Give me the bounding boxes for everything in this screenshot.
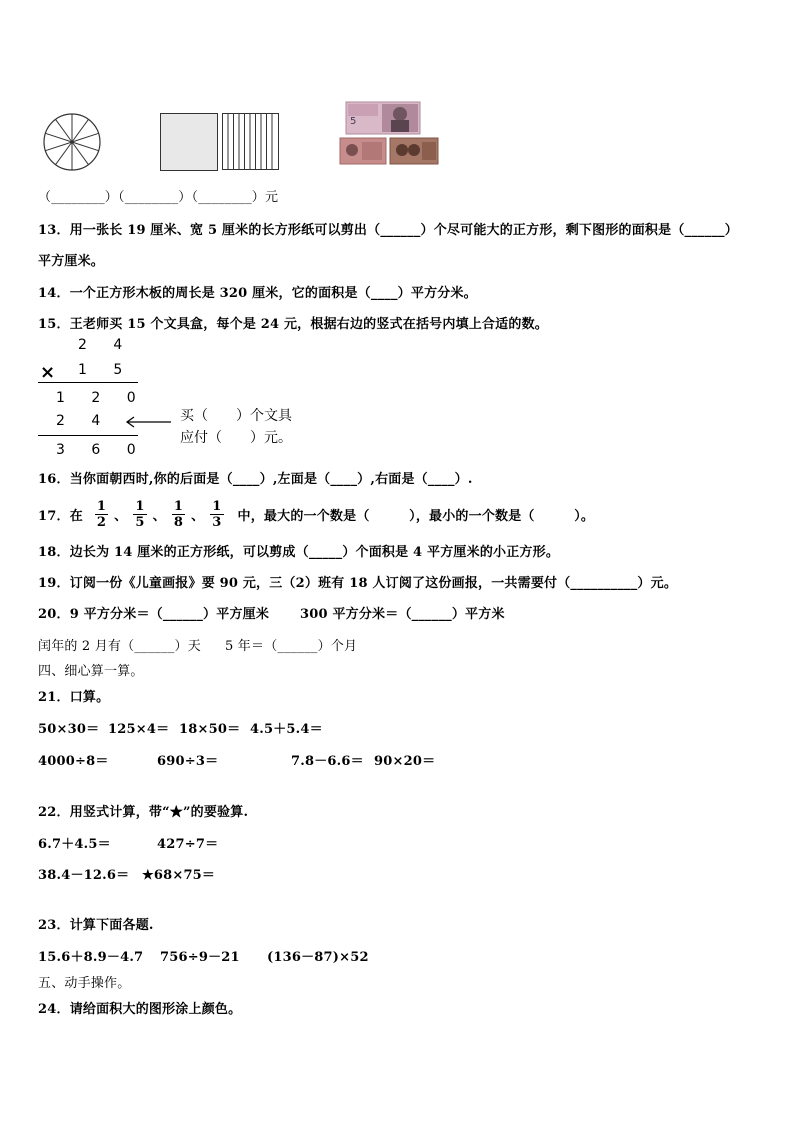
q15-vertical-row4: 2 4 (56, 413, 112, 429)
q22-title: 22．用竖式计算，带“★”的要验算. (38, 805, 249, 820)
q23-item1: 15.6＋8.9－4.7 (38, 950, 144, 965)
circle-figure (42, 112, 102, 172)
q15-text: 15．王老师买 15 个文具盒，每个是 24 元，根据右边的竖式在括号内填上合适的数。 (38, 317, 548, 332)
svg-text:5: 5 (350, 116, 357, 127)
striped-square-figure (222, 113, 280, 169)
q21-row2-item3: 7.8－6.6＝ (291, 754, 364, 769)
q15-note2: 应付（ ）元。 (180, 430, 292, 446)
q15-rule-1 (38, 382, 138, 383)
section5-heading: 五、动手操作。 (38, 976, 131, 991)
q22-row2-item2: ★68×75＝ (142, 868, 216, 883)
arrow-left-icon (125, 414, 171, 428)
fraction-2: $\frac{1}{5}$ (135, 498, 145, 530)
q13-line1: 13．用一张长 19 厘米、宽 5 厘米的长方形纸可以剪出（______）个尽可能大的正方形，剩下图形的面积是（______） (38, 223, 738, 238)
q21-row1-item3: 18×50＝ (179, 722, 241, 737)
section4-heading: 四、细心算一算。 (38, 664, 144, 679)
q15-vertical-row3: 1 2 0 (56, 390, 147, 406)
q17-line (38, 494, 594, 534)
q21-row2-item2: 690÷3＝ (157, 754, 219, 769)
q21-row2-item1: 4000÷8＝ (38, 754, 109, 769)
q20-line2b: 5 年＝（______）个月 (225, 639, 358, 654)
q22-row1-item2: 427÷7＝ (157, 837, 219, 852)
q21-row1-item1: 50×30＝ (38, 722, 100, 737)
q18-text: 18．边长为 14 厘米的正方形纸，可以剪成（_____）个面积是 4 平方厘米的小正方形。 (38, 545, 560, 560)
q23-title: 23．计算下面各题. (38, 918, 154, 933)
q20-line2a: 闰年的 2 月有（______）天 (38, 639, 201, 654)
q15-vertical-row2: 1 5 (78, 362, 134, 378)
banknotes-image (338, 100, 440, 166)
q17-prefix: 17．在 (38, 508, 83, 524)
q23-item2: 756÷9－21 (160, 950, 240, 965)
q22-row2-item1: 38.4－12.6＝ (38, 868, 130, 883)
q22-row1-item1: 6.7＋4.5＝ (38, 837, 111, 852)
q17-sep-1: 、 (114, 508, 128, 524)
fraction-3: $\frac{1}{8}$ (173, 498, 184, 530)
q15-rule-2 (38, 435, 138, 436)
q21-title: 21．口算。 (38, 690, 110, 705)
q21-row1-item2: 125×4＝ (108, 722, 170, 737)
q15-vertical-row1: 2 4 (78, 337, 134, 353)
q24-text: 24．请给面积大的图形涂上颜色。 (38, 1002, 242, 1017)
q17-sep-3: 、 (191, 508, 205, 524)
q12-answer-row: （________）（________）（________）元 (38, 190, 279, 205)
q14-text: 14．一个正方形木板的周长是 320 厘米，它的面积是（____）平方分米。 (38, 286, 477, 301)
q23-item3: (136－87)×52 (267, 950, 369, 965)
q17-sep-2: 、 (152, 508, 166, 524)
fraction-4: $\frac{1}{3}$ (212, 498, 222, 530)
q15-note1: 买（ ）个文具 (180, 408, 292, 424)
q17-suffix: 中，最大的一个数是（ ），最小的一个数是（ ）。 (237, 508, 595, 524)
q20-line1b: 300 平方分米＝（______）平方米 (300, 607, 505, 622)
q15-vertical-row5: 3 6 0 (56, 442, 147, 458)
fraction-1: $\frac{1}{2}$ (96, 498, 107, 530)
q20-line1a: 20．9 平方分米＝（______）平方厘米 (38, 607, 270, 622)
q21-row2-item4: 90×20＝ (374, 754, 436, 769)
q21-row1-item4: 4.5＋5.4＝ (250, 722, 323, 737)
q13-line2: 平方厘米。 (38, 254, 105, 269)
square-figure (160, 113, 218, 171)
q16-text: 16．当你面朝西时,你的后面是（____）,左面是（____）,右面是（____）. (38, 472, 473, 487)
q15-times-sign: × (40, 362, 67, 383)
q19-text: 19．订阅一份《儿童画报》要 90 元，三（2）班有 18 人订阅了这份画报，一共需要付（__________）元。 (38, 576, 678, 591)
